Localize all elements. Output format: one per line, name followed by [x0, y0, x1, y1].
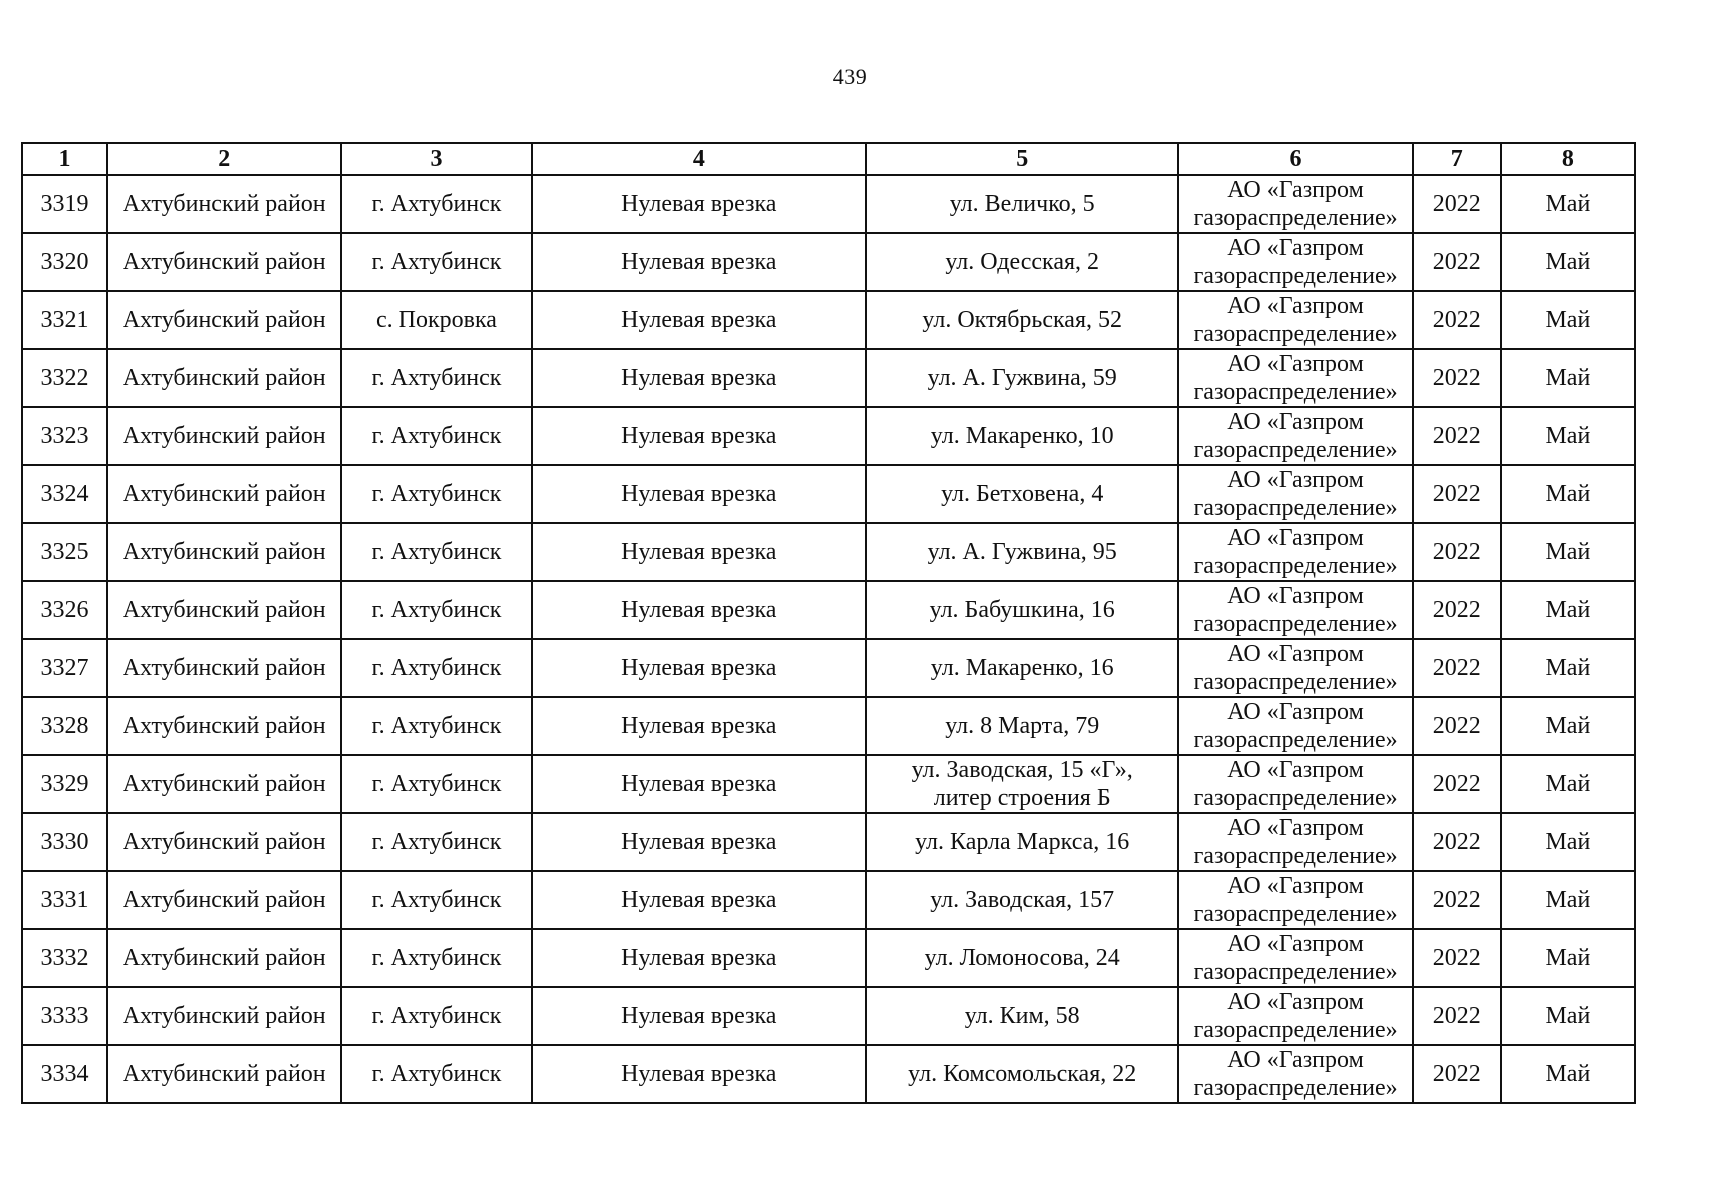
table-row	[22, 987, 1635, 1045]
district-cell: Ахтубинский район	[107, 581, 341, 639]
organization-cell	[1178, 233, 1412, 291]
row-number-cell: 3320	[22, 233, 107, 291]
year-cell: 2022	[1413, 871, 1501, 929]
district-cell: Ахтубинский район	[107, 987, 341, 1045]
table-row	[22, 755, 1635, 813]
year-cell: 2022	[1413, 465, 1501, 523]
table-row	[22, 581, 1635, 639]
work-type-cell: Нулевая врезка	[532, 813, 866, 871]
organization-line: газораспределение»	[1193, 1075, 1398, 1101]
organization-line: газораспределение»	[1193, 611, 1398, 637]
row-number-cell: 3322	[22, 349, 107, 407]
year-cell: 2022	[1413, 349, 1501, 407]
district-cell: Ахтубинский район	[107, 813, 341, 871]
address-cell	[866, 987, 1178, 1045]
organization-cell	[1178, 407, 1412, 465]
row-number-cell: 3333	[22, 987, 107, 1045]
organization-cell	[1178, 929, 1412, 987]
organization-line: АО «Газпром	[1227, 931, 1364, 957]
address-cell	[866, 1045, 1178, 1103]
table-row	[22, 1045, 1635, 1103]
row-number-cell: 3323	[22, 407, 107, 465]
district-cell: Ахтубинский район	[107, 929, 341, 987]
locality-cell: г. Ахтубинск	[341, 813, 531, 871]
district-cell: Ахтубинский район	[107, 465, 341, 523]
row-number-cell: 3332	[22, 929, 107, 987]
month-cell: Май	[1501, 349, 1635, 407]
month-cell: Май	[1501, 929, 1635, 987]
address-line: ул. Величко, 5	[949, 191, 1095, 217]
organization-cell	[1178, 987, 1412, 1045]
year-cell: 2022	[1413, 581, 1501, 639]
column-header-8: 8	[1501, 143, 1635, 175]
work-type-cell: Нулевая врезка	[532, 581, 866, 639]
month-cell: Май	[1501, 523, 1635, 581]
locality-cell: с. Покровка	[341, 291, 531, 349]
month-cell: Май	[1501, 1045, 1635, 1103]
district-cell: Ахтубинский район	[107, 291, 341, 349]
address-line: ул. Заводская, 157	[930, 887, 1115, 913]
work-type-cell: Нулевая врезка	[532, 291, 866, 349]
organization-line: газораспределение»	[1193, 321, 1398, 347]
locality-cell: г. Ахтубинск	[341, 233, 531, 291]
year-cell: 2022	[1413, 175, 1501, 233]
column-header-4: 4	[532, 143, 866, 175]
year-cell: 2022	[1413, 813, 1501, 871]
row-number-cell: 3330	[22, 813, 107, 871]
address-cell	[866, 291, 1178, 349]
address-cell	[866, 465, 1178, 523]
district-cell: Ахтубинский район	[107, 523, 341, 581]
locality-cell: г. Ахтубинск	[341, 465, 531, 523]
address-line: ул. Бабушкина, 16	[929, 597, 1115, 623]
column-header-3: 3	[341, 143, 531, 175]
work-type-cell: Нулевая врезка	[532, 987, 866, 1045]
month-cell: Май	[1501, 407, 1635, 465]
district-cell: Ахтубинский район	[107, 349, 341, 407]
organization-line: газораспределение»	[1193, 379, 1398, 405]
address-line: ул. А. Гужвина, 59	[927, 365, 1117, 391]
organization-line: газораспределение»	[1193, 669, 1398, 695]
table-row	[22, 929, 1635, 987]
row-number-cell: 3331	[22, 871, 107, 929]
table-row	[22, 175, 1635, 233]
address-line: ул. Бетховена, 4	[941, 481, 1104, 507]
organization-cell	[1178, 1045, 1412, 1103]
row-number-cell: 3325	[22, 523, 107, 581]
month-cell: Май	[1501, 233, 1635, 291]
address-line: ул. Одесская, 2	[945, 249, 1100, 275]
organization-line: АО «Газпром	[1227, 235, 1364, 261]
table-row	[22, 523, 1635, 581]
locality-cell: г. Ахтубинск	[341, 929, 531, 987]
district-cell: Ахтубинский район	[107, 233, 341, 291]
organization-line: газораспределение»	[1193, 553, 1398, 579]
month-cell: Май	[1501, 697, 1635, 755]
organization-line: АО «Газпром	[1227, 583, 1364, 609]
organization-cell	[1178, 291, 1412, 349]
locality-cell: г. Ахтубинск	[341, 175, 531, 233]
organization-line: АО «Газпром	[1227, 351, 1364, 377]
year-cell: 2022	[1413, 291, 1501, 349]
organization-line: газораспределение»	[1193, 901, 1398, 927]
locality-cell: г. Ахтубинск	[341, 349, 531, 407]
month-cell: Май	[1501, 813, 1635, 871]
locality-cell: г. Ахтубинск	[341, 871, 531, 929]
row-number-cell: 3329	[22, 755, 107, 813]
work-type-cell: Нулевая врезка	[532, 755, 866, 813]
locality-cell: г. Ахтубинск	[341, 523, 531, 581]
month-cell: Май	[1501, 465, 1635, 523]
locality-cell: г. Ахтубинск	[341, 639, 531, 697]
row-number-cell: 3326	[22, 581, 107, 639]
organization-line: АО «Газпром	[1227, 1047, 1364, 1073]
address-cell	[866, 929, 1178, 987]
work-type-cell: Нулевая врезка	[532, 233, 866, 291]
district-cell: Ахтубинский район	[107, 755, 341, 813]
table-body	[22, 175, 1635, 1103]
work-type-cell: Нулевая врезка	[532, 1045, 866, 1103]
work-type-cell: Нулевая врезка	[532, 349, 866, 407]
month-cell: Май	[1501, 871, 1635, 929]
address-line: ул. Ломоносова, 24	[924, 945, 1120, 971]
address-line: ул. Заводская, 15 «Г»,	[911, 757, 1133, 783]
row-number-cell: 3327	[22, 639, 107, 697]
address-cell	[866, 813, 1178, 871]
address-line: ул. Октябрьская, 52	[922, 307, 1122, 333]
table-row	[22, 233, 1635, 291]
organization-line: АО «Газпром	[1227, 293, 1364, 319]
address-cell	[866, 233, 1178, 291]
organization-cell	[1178, 813, 1412, 871]
column-header-5: 5	[866, 143, 1178, 175]
organization-line: газораспределение»	[1193, 205, 1398, 231]
page-number: 439	[832, 64, 868, 89]
organization-cell	[1178, 639, 1412, 697]
organization-line: газораспределение»	[1193, 785, 1398, 811]
organization-cell	[1178, 523, 1412, 581]
column-header-7: 7	[1413, 143, 1501, 175]
address-cell	[866, 523, 1178, 581]
column-header-2: 2	[107, 143, 341, 175]
row-number-cell: 3319	[22, 175, 107, 233]
address-cell	[866, 581, 1178, 639]
table-row	[22, 639, 1635, 697]
organization-cell	[1178, 349, 1412, 407]
work-type-cell: Нулевая врезка	[532, 175, 866, 233]
organization-line: АО «Газпром	[1227, 409, 1364, 435]
month-cell: Май	[1501, 755, 1635, 813]
year-cell: 2022	[1413, 523, 1501, 581]
organization-line: АО «Газпром	[1227, 699, 1364, 725]
address-cell	[866, 639, 1178, 697]
address-line: ул. А. Гужвина, 95	[927, 539, 1117, 565]
organization-line: газораспределение»	[1193, 1017, 1398, 1043]
year-cell: 2022	[1413, 697, 1501, 755]
year-cell: 2022	[1413, 929, 1501, 987]
address-line: ул. Карла Маркса, 16	[915, 829, 1130, 855]
address-line: ул. Макаренко, 10	[930, 423, 1114, 449]
locality-cell: г. Ахтубинск	[341, 1045, 531, 1103]
table-header	[22, 143, 1635, 175]
table-row	[22, 291, 1635, 349]
organization-line: АО «Газпром	[1227, 641, 1364, 667]
district-cell: Ахтубинский район	[107, 639, 341, 697]
table-row	[22, 813, 1635, 871]
organization-line: газораспределение»	[1193, 437, 1398, 463]
organization-line: АО «Газпром	[1227, 467, 1364, 493]
row-number-cell: 3328	[22, 697, 107, 755]
organization-cell	[1178, 581, 1412, 639]
address-line: ул. Ким, 58	[964, 1003, 1080, 1029]
table-row	[22, 349, 1635, 407]
year-cell: 2022	[1413, 233, 1501, 291]
locality-cell: г. Ахтубинск	[341, 697, 531, 755]
organization-line: АО «Газпром	[1227, 989, 1364, 1015]
district-cell: Ахтубинский район	[107, 1045, 341, 1103]
month-cell: Май	[1501, 639, 1635, 697]
organization-cell	[1178, 175, 1412, 233]
work-type-cell: Нулевая врезка	[532, 639, 866, 697]
organization-cell	[1178, 697, 1412, 755]
address-line: ул. Макаренко, 16	[930, 655, 1114, 681]
address-line: литер строения Б	[933, 785, 1111, 811]
month-cell: Май	[1501, 291, 1635, 349]
organization-line: АО «Газпром	[1227, 177, 1364, 203]
district-cell: Ахтубинский район	[107, 407, 341, 465]
work-type-cell: Нулевая врезка	[532, 465, 866, 523]
year-cell: 2022	[1413, 639, 1501, 697]
year-cell: 2022	[1413, 755, 1501, 813]
table-row	[22, 407, 1635, 465]
year-cell: 2022	[1413, 407, 1501, 465]
row-number-cell: 3321	[22, 291, 107, 349]
organization-line: АО «Газпром	[1227, 873, 1364, 899]
work-type-cell: Нулевая врезка	[532, 871, 866, 929]
address-cell	[866, 407, 1178, 465]
district-cell: Ахтубинский район	[107, 871, 341, 929]
address-line: ул. 8 Марта, 79	[945, 713, 1100, 739]
column-header-1: 1	[22, 143, 107, 175]
year-cell: 2022	[1413, 987, 1501, 1045]
work-type-cell: Нулевая врезка	[532, 929, 866, 987]
work-type-cell: Нулевая врезка	[532, 407, 866, 465]
table-row	[22, 871, 1635, 929]
district-cell: Ахтубинский район	[107, 175, 341, 233]
column-header-6: 6	[1178, 143, 1412, 175]
work-type-cell: Нулевая врезка	[532, 523, 866, 581]
organization-line: АО «Газпром	[1227, 815, 1364, 841]
table-row	[22, 697, 1635, 755]
locality-cell: г. Ахтубинск	[341, 755, 531, 813]
gasification-schedule-table	[21, 142, 1636, 1104]
organization-cell	[1178, 755, 1412, 813]
work-type-cell: Нулевая врезка	[532, 697, 866, 755]
organization-cell	[1178, 871, 1412, 929]
address-cell	[866, 755, 1178, 813]
organization-line: газораспределение»	[1193, 263, 1398, 289]
organization-line: газораспределение»	[1193, 727, 1398, 753]
locality-cell: г. Ахтубинск	[341, 407, 531, 465]
organization-cell	[1178, 465, 1412, 523]
district-cell: Ахтубинский район	[107, 697, 341, 755]
month-cell: Май	[1501, 581, 1635, 639]
address-line: ул. Комсомольская, 22	[908, 1061, 1137, 1087]
table-row	[22, 465, 1635, 523]
row-number-cell: 3324	[22, 465, 107, 523]
address-cell	[866, 871, 1178, 929]
locality-cell: г. Ахтубинск	[341, 987, 531, 1045]
organization-line: газораспределение»	[1193, 495, 1398, 521]
address-cell	[866, 349, 1178, 407]
organization-line: АО «Газпром	[1227, 757, 1364, 783]
organization-line: газораспределение»	[1193, 843, 1398, 869]
column-number-row	[22, 143, 1635, 175]
organization-line: АО «Газпром	[1227, 525, 1364, 551]
month-cell: Май	[1501, 987, 1635, 1045]
month-cell: Май	[1501, 175, 1635, 233]
address-cell	[866, 175, 1178, 233]
year-cell: 2022	[1413, 1045, 1501, 1103]
row-number-cell: 3334	[22, 1045, 107, 1103]
address-cell	[866, 697, 1178, 755]
locality-cell: г. Ахтубинск	[341, 581, 531, 639]
organization-line: газораспределение»	[1193, 959, 1398, 985]
